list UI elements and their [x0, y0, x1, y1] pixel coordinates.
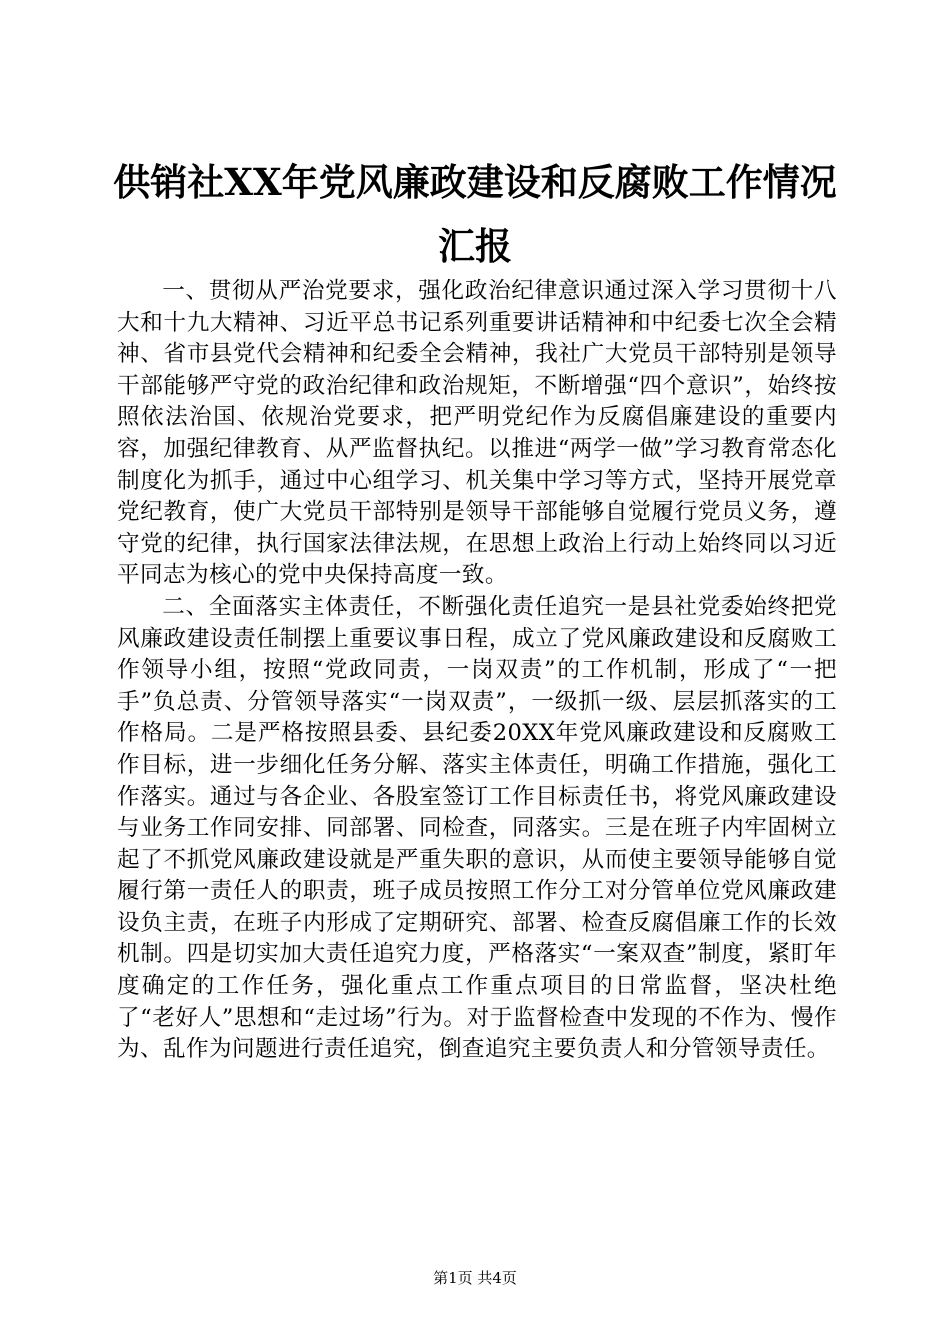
document-body: [117, 276, 837, 1066]
document-title: 供销社XX年党风廉政建设和反腐败工作情况汇报: [113, 160, 837, 268]
paragraph-2: 二、全面落实主体责任，不断强化责任追究一是县社党委始终把党风廉政建设责任制摆上重要议事日程，成立了党风廉政建设和反腐败工作领导小组，按照“党政同责，一岗双责”的工作机制，形成了“一把手”负总责、分管领导落实“一岗双责”，一级抓一级、层层抓落实的工作格局。二是严格按照县委、县纪委20XX年党风廉政建设和反腐败工作目标，进一步细化任务分解、落实主体责任，明确工作措施，强化工作落实。通过与各企业、各股室签订工作目标责任书，将党风廉政建设与业务工作同安排、同部署、同检查，同落实。三是在班子内牢固树立起了不抓党风廉政建设就是严重失职的意识，从而使主要领导能够自觉履行第一责任人的职责，班子成员按照工作分工对分管单位党风廉政建设负主责，在班子内形成了定期研究、部署、检查反腐倡廉工作的长效机制。四是切实加大责任追究力度，严格落实“一案双查”制度，紧盯年度确定的工作任务，强化重点工作重点项目的日常监督，坚决杜绝了“老好人”思想和“走过场”行为。对于监督检查中发现的不作为、慢作为、乱作为问题进行责任追究，倒查追究主要负责人和分管领导责任。: [117, 593, 837, 1063]
page-footer: 第1页 共4页: [433, 1269, 517, 1287]
paragraph-1: 一、贯彻从严治党要求，强化政治纪律意识通过深入学习贯彻十八大和十九大精神、习近平总书记系列重要讲话精神和中纪委七次全会精神、省市县党代会精神和纪委全会精神，我社广大党员干部特别是领导干部能够严守党的政治纪律和政治规矩，不断增强“四个意识”，始终按照依法治国、依规治党要求，把严明党纪作为反腐倡廉建设的重要内容，加强纪律教育、从严监督执纪。以推进“两学一做”学习教育常态化制度化为抓手，通过中心组学习、机关集中学习等方式，坚持开展党章党纪教育，使广大党员干部特别是领导干部能够自觉履行党员义务，遵守党的纪律，执行国家法律法规，在思想上政治上行动上始终同以习近平同志为核心的党中央保持高度一致。: [117, 278, 837, 589]
